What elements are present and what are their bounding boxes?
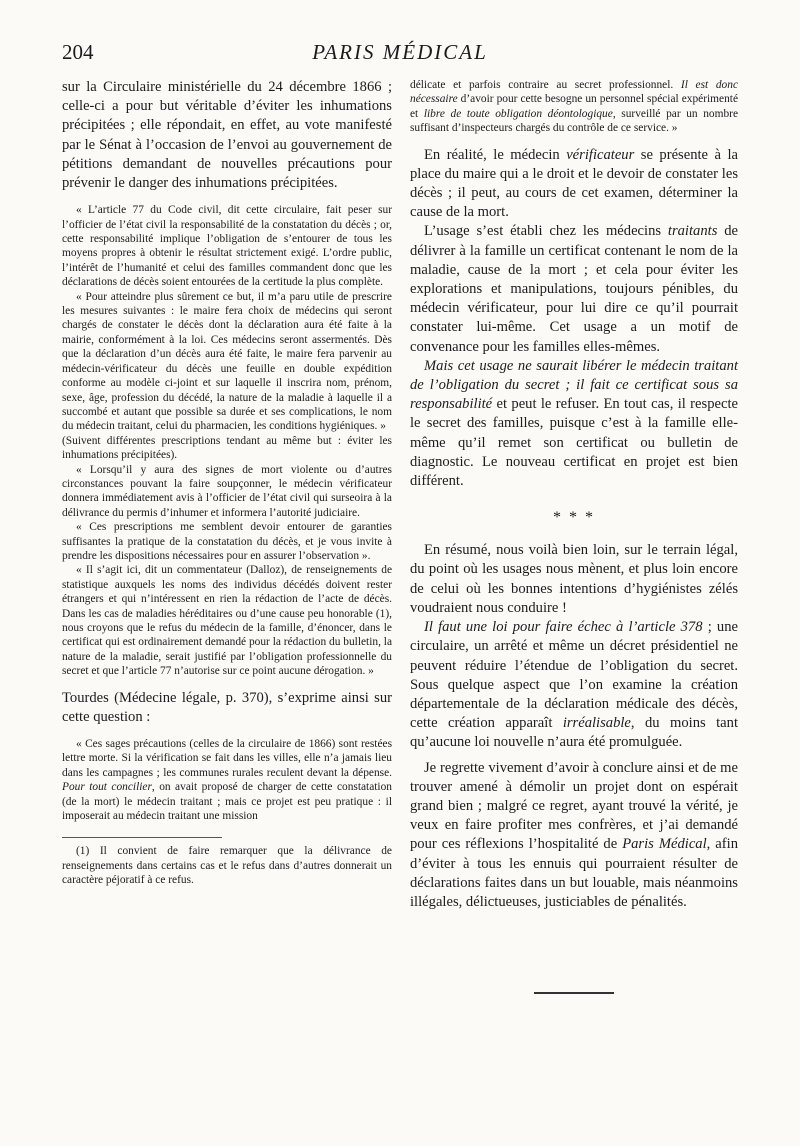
paragraph: Tourdes (Médecine légale, p. 370), s’exprime ainsi sur cette question :	[62, 689, 392, 725]
quote-paragraph: « Il s’agit ici, dit un commentateur (Dalloz), de renseignements de statistique auxquels les noms des individus décédés doivent rester étrangers et qui n’intéressent en rien la rédaction de l’acte de décès. Dans les cas de maladies héréditaires ou d’une cause peu honorable (1), nous croyons que le refus du médecin de la famille, d’énoncer, dans le certificat qui est ordinairement demandé pour la rédaction du bulletin, la nature de la maladie, serait justifié par l’obligation professionnelle du secret et que l’article 77 n’autorise sur ce point aucune dérogation. »	[62, 564, 392, 678]
quote-paragraph: « Lorsqu’il y aura des signes de mort violente ou d’autres circonstances pouvant la faire soupçonner, le médecin vérificateur donnera immédiatement avis à l’officier de l’état civil qui surseoira à la délivrance du permis d’inhumer et informera l’autorité judiciaire.	[62, 463, 392, 519]
quote-paragraph: « Ces prescriptions me semblent devoir entourer de garanties suffisantes la pratique de la constatation du décès, et je vous invite à prendre les dispositions nécessaires pour en assurer l’observation ».	[62, 521, 392, 562]
footnote-rule	[62, 837, 222, 838]
paragraph: L’usage s’est établi chez les médecins traitants de délivrer à la famille un certificat contenant le nom de la maladie, cause de la mort ; et cela pour éviter les explorations et manipulations, toujours pénibles, du médecin vérificateur, pour lui dire ce qu’il pourrait constater lui-même. Cet usage a un motif de convenance pour les familles elles-mêmes.	[410, 223, 738, 355]
paragraph: En résumé, nous voilà bien loin, sur le terrain légal, du point où les usages nous mènent, et plus loin encore de celui où les bonnes intentions d’hygiénistes zélés voudraient nous conduire !	[410, 542, 738, 616]
paragraph: Il faut une loi pour faire échec à l’article 378 ; une circulaire, un arrêté et même un décret présidentiel ne peuvent réduire l’étendue de l’obligation du secret. Sous quelque aspect que l’on examine la création départementale de la déclaration médicale des décès, cette création apparaît irréalisable, du moins tant qu’aucune loi nouvelle n’aura été promulguée.	[410, 619, 738, 751]
running-title: PARIS MÉDICAL	[312, 40, 488, 64]
quote-paragraph: « Pour atteindre plus sûrement ce but, il m’a paru utile de prescrire les mesures suivantes : le maire fera choix de médecins qui seront chargés de constater le décès dont la déclaration aura été faite à la mairie, conformément à la loi. Ces médecins seront assermentés. Dès que la déclaration d’un décès aura été faite, le maire fera parvenir au médecin-vérificateur du décès une feuille en double expédition conforme au modèle ci-joint et sur laquelle il inscrira nom, prénom, sexe, âge, profession du décédé, la nature de la maladie à laquelle il a succombé et autant que possible sa durée et ses complications, le nom du médecin traitant, celui du pharmacien, les conditions hygiéniques. »	[62, 290, 392, 433]
right-column	[410, 78, 738, 994]
paragraph: Mais cet usage ne saurait libérer le médecin traitant de l’obligation du secret ; il fait ce certificat sous sa responsabilité et peut le refuser. En tout cas, il respecte le secret des familles, puisque c’est à la famille elle-même qu’il remet son certificat ou bulletin de diagnostic. Le nouveau certificat en projet est bien différent.	[410, 357, 738, 490]
quote-paragraph: (Suivent différentes prescriptions tendant au même but : éviter les inhumations précipitées).	[62, 434, 392, 462]
quote-paragraph: « L’article 77 du Code civil, dit cette circulaire, fait peser sur l’officier de l’état civil la responsabilité de la constatation du décès ; or, cette responsabilité implique l’obligation de s’entourer de tous les moyens propres à obtenir le résultat strictement exigé. L’ordre public, l’intérêt de l’humanité et celui des familles commandent donc que les déclarations de décès soient entourées de la certitude la plus complète.	[62, 204, 392, 289]
section-separator: * * *	[553, 509, 595, 527]
paragraph: Je regrette vivement d’avoir à conclure ainsi et de me trouver amené à démolir un projet dont on espérait grand bien ; malgré ce regret, ayant trouvé la vérité, je veux en faire profiter mes confrères, et j’ai demandé pour ces réflexions l’hospitalité de Paris Médical, afin d’éviter à tous les ennuis qui pourraient résulter de déclarations faites dans un but louable, mais néanmoins illégales, délictueuses, justiciables de pénalités.	[410, 759, 738, 910]
footnote: (1) Il convient de faire remarquer que la délivrance de renseignements dans certains cas et le refus dans d’autres donnerait un caractère péjoratif à ce refus.	[62, 845, 392, 887]
end-rule	[534, 992, 614, 994]
page-header	[62, 40, 738, 66]
page-number: 204	[62, 40, 94, 64]
paragraph: sur la Circulaire ministérielle du 24 décembre 1866 ; celle-ci a pour but véritable d’éviter les inhumations précipitées ; elle répondait, en effet, au vote manifesté par le Sénat à l’occasion de l’envoi au gouvernement de pétitions demandant de nouvelles précautions pour prévenir le danger des inhumations précipitées.	[62, 79, 392, 192]
quote-paragraph: « Ces sages précautions (celles de la circulaire de 1866) sont restées lettre morte. Si la vérification se fait dans les villes, elle n’a jamais lieu dans les campagnes ; les communes rurales reculent devant la dépense. Pour tout concilier, on avait proposé de charger de cette constatation (de la mort) le médecin traitant ; mais ce projet est peu pratique : il imposerait au médecin traitant une mission	[62, 738, 392, 823]
quote-paragraph: délicate et parfois contraire au secret professionnel. Il est donc nécessaire d’avoir pour cette besogne un personnel spécial expérimenté et libre de toute obligation déontologique, surveillé par un nombre suffisant d’inspecteurs chargés du contrôle de ce service. »	[410, 79, 739, 135]
paragraph: En réalité, le médecin vérificateur se présente à la place du maire qui a le droit et le devoir de constater les décès ; il peut, au cours de cet examen, déterminer la cause de la mort.	[410, 146, 738, 221]
left-column	[62, 78, 392, 888]
